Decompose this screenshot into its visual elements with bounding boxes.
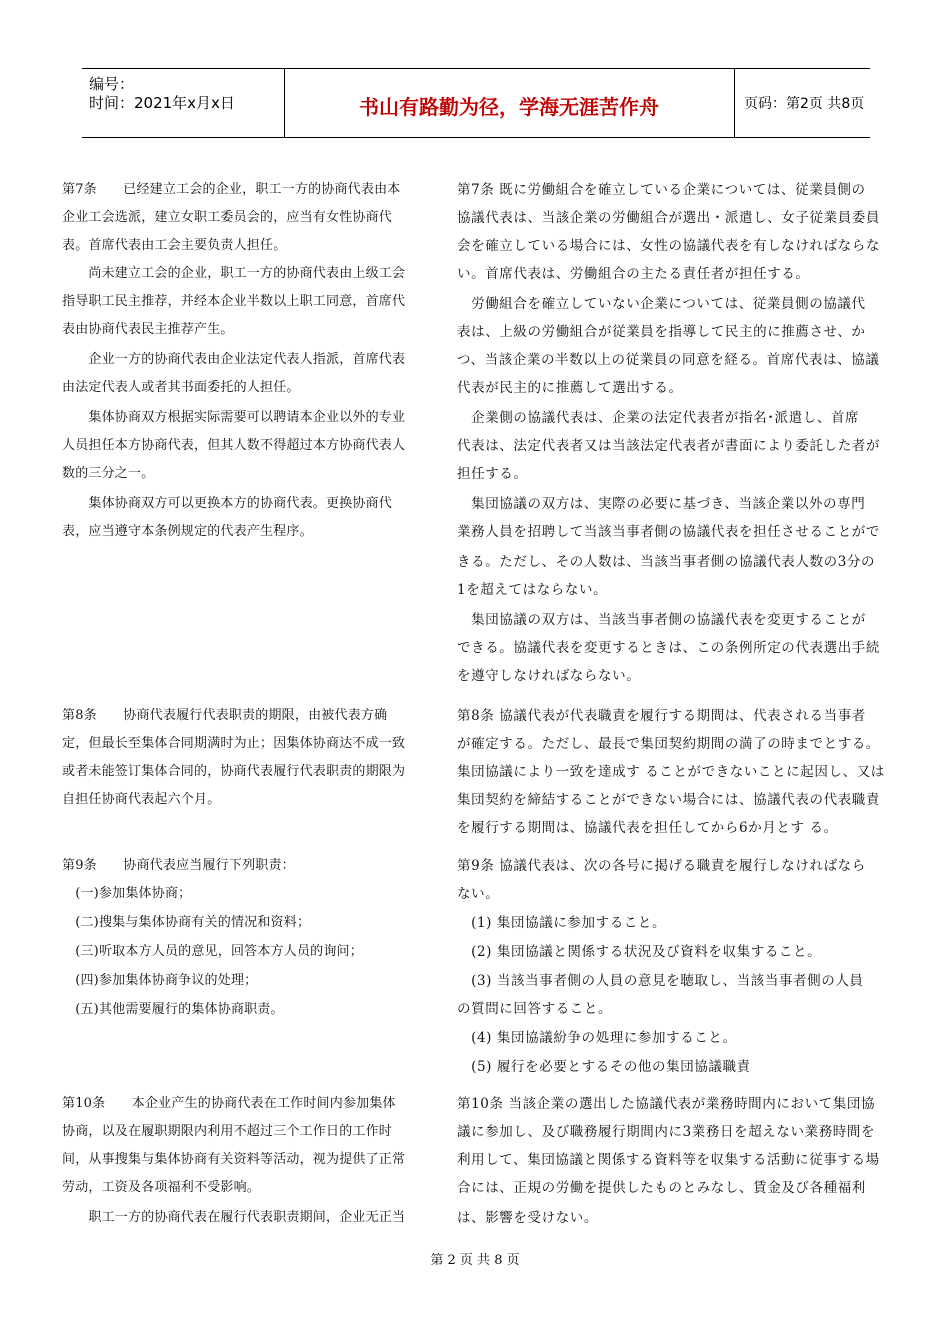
text-line: 表は、上級の労働組合が従業員を指導して民主的に推薦させ、か (457, 324, 866, 340)
text-line: (5) 履行を必要とするその他の集団協議職責 (457, 1059, 751, 1075)
text-line: 第8条 協議代表が代表職責を履行する期間は、代表される当事者 (457, 708, 866, 724)
motto-text: 书山有路勤为径，学海无涯苦作舟 (359, 95, 659, 119)
text-line: 集体协商双方可以更换本方的协商代表。更换协商代 (62, 496, 393, 511)
header-motto-cell (284, 69, 735, 137)
document-header (82, 68, 870, 138)
text-line: 集団協議の双方は、当該当事者側の協議代表を変更することが (457, 612, 866, 628)
text-line: 労働組合を確立していない企業については、従業員側の協議代 (457, 296, 866, 312)
text-line: は、影響を受けない。 (457, 1210, 598, 1226)
text-line: を履行する期間は、協議代表を担任してから6か月とす る。 (457, 820, 838, 836)
text-line: 第8条 协商代表履行代表职责的期限，由被代表方确 (62, 708, 388, 723)
text-line: 表由协商代表民主推荐产生。 (62, 322, 234, 337)
text-line: 第9条 協議代表は、次の各号に掲げる職責を履行しなければなら (457, 858, 866, 874)
text-line: (4) 集団協議紛争の処理に参加すること。 (457, 1030, 737, 1046)
text-line: 集団契約を締結することができない場合には、協議代表の代表職責 (457, 792, 880, 808)
text-line: 尚未建立工会的企业，职工一方的协商代表由上级工会 (62, 266, 406, 281)
text-line: 第7条 已经建立工会的企业，职工一方的协商代表由本 (62, 182, 401, 197)
text-line: ない。 (457, 886, 500, 902)
header-page-cell (734, 69, 870, 137)
text-line: 定，但最长至集体合同期满时为止；因集体协商达不成一致 (62, 736, 406, 751)
text-line: できる。協議代表を変更するときは、この条例所定の代表選出手続 (457, 640, 880, 656)
text-line: 劳动，工资及各项福利不受影响。 (62, 1180, 261, 1195)
text-line: 第9条 协商代表应当履行下列职责： (62, 858, 295, 873)
text-line: 指导职工民主推荐，并经本企业半数以上职工同意，首席代 (62, 294, 406, 309)
text-line: 企业一方的协商代表由企业法定代表人指派，首席代表 (62, 352, 406, 367)
text-line: 第7条 既に労働組合を確立している企業については、従業員側の (457, 182, 866, 198)
page-footer: 第 2 页 共 8 页 (430, 1253, 520, 1268)
text-line: 利用して、集団協議と関係する資料等を収集する活動に従事する場 (457, 1152, 880, 1168)
text-line: が確定する。ただし、最長で集団契約期間の満了の時までとする。 (457, 736, 880, 752)
text-line: の質問に回答すること。 (457, 1001, 613, 1017)
text-line: 企業側の協議代表は、企業の法定代表者が指名･派遣し、首席 (457, 410, 860, 426)
text-line: を遵守しなければならない。 (457, 668, 641, 684)
text-line: 協議代表は、当該企業の労働組合が選出・派遣し、女子従業員委員 (457, 210, 880, 226)
text-line: きる。ただし、その人数は、当該当事者側の協議代表人数の3分の (457, 554, 876, 570)
text-line: 代表は、法定代表者又は当該法定代表者が書面により委託した者が (457, 438, 880, 454)
text-line: 1を超えてはならない。 (457, 582, 608, 598)
text-line: (3) 当該当事者側の人員の意見を聴取し、当該当事者側の人員 (457, 973, 864, 989)
text-line: つ、当該企業の半数以上の従業員の同意を経る。首席代表は、協議 (457, 352, 880, 368)
page-indicator: 页码：第2页 共8页 (744, 96, 865, 112)
text-line: 或者未能签订集体合同的，协商代表履行代表职责的期限为 (62, 764, 406, 779)
text-line: 间，从事搜集与集体协商有关资料等活动，视为提供了正常 (62, 1152, 406, 1167)
text-line: 职工一方的协商代表在履行代表职责期间，企业无正当 (62, 1210, 406, 1225)
text-line: (2) 集団協議と関係する状況及び資料を収集すること。 (457, 944, 822, 960)
text-line: 集団協議により一致を達成す ることができないことに起因し、又は (457, 764, 885, 780)
text-line: (一)参加集体协商； (62, 886, 192, 901)
text-line: 集団協議の双方は、実際の必要に基づき、当該企業以外の専門 (457, 496, 866, 512)
text-line: 第10条 本企业产生的协商代表在工作时间内参加集体 (62, 1096, 396, 1111)
text-line: (三)听取本方人员的意见，回答本方人员的询问； (62, 944, 363, 959)
text-line: 担任する。 (457, 466, 528, 482)
text-line: 業務人員を招聘して当該当事者側の協議代表を担任させることがで (457, 524, 880, 540)
document-number-label: 编号： (89, 75, 135, 93)
text-line: 数的三分之一。 (62, 466, 155, 481)
text-line: 企业工会选派，建立女职工委员会的，应当有女性协商代 (62, 210, 393, 225)
text-line: 合には、正規の労働を提供したものとみなし、賃金及び各種福利 (457, 1180, 866, 1196)
text-line: 第10条 当該企業の選出した協議代表が業務時間内において集団協 (457, 1096, 876, 1112)
text-line: い。首席代表は、労働組合の主たる責任者が担任する。 (457, 266, 810, 282)
text-line: 会を確立している場合には、女性の協議代表を有しなければならな (457, 238, 880, 254)
document-time-label: 时间：2021年x月x日 (89, 94, 235, 112)
header-meta-cell (82, 69, 285, 137)
text-line: (1) 集団協議に参加すること。 (457, 915, 667, 931)
text-line: 議に参加し、及び職務履行期間内に3業務日を超えない業務時間を (457, 1124, 876, 1140)
text-line: 自担任协商代表起六个月。 (62, 792, 221, 807)
text-line: 人员担任本方协商代表，但其人数不得超过本方协商代表人 (62, 438, 406, 453)
text-line: (二)搜集与集体协商有关的情况和资料； (62, 915, 311, 930)
text-line: 表。首席代表由工会主要负责人担任。 (62, 238, 287, 253)
text-line: 集体协商双方根据实际需要可以聘请本企业以外的专业 (62, 410, 406, 425)
text-line: (五)其他需要履行的集体协商职责。 (62, 1002, 284, 1017)
text-line: 表，应当遵守本条例规定的代表产生程序。 (62, 524, 313, 539)
text-line: 代表が民主的に推薦して選出する。 (457, 380, 683, 396)
text-line: (四)参加集体协商争议的处理； (62, 973, 258, 988)
text-line: 协商，以及在履职期限内利用不超过三个工作日的工作时 (62, 1124, 393, 1139)
text-line: 由法定代表人或者其书面委托的人担任。 (62, 380, 300, 395)
